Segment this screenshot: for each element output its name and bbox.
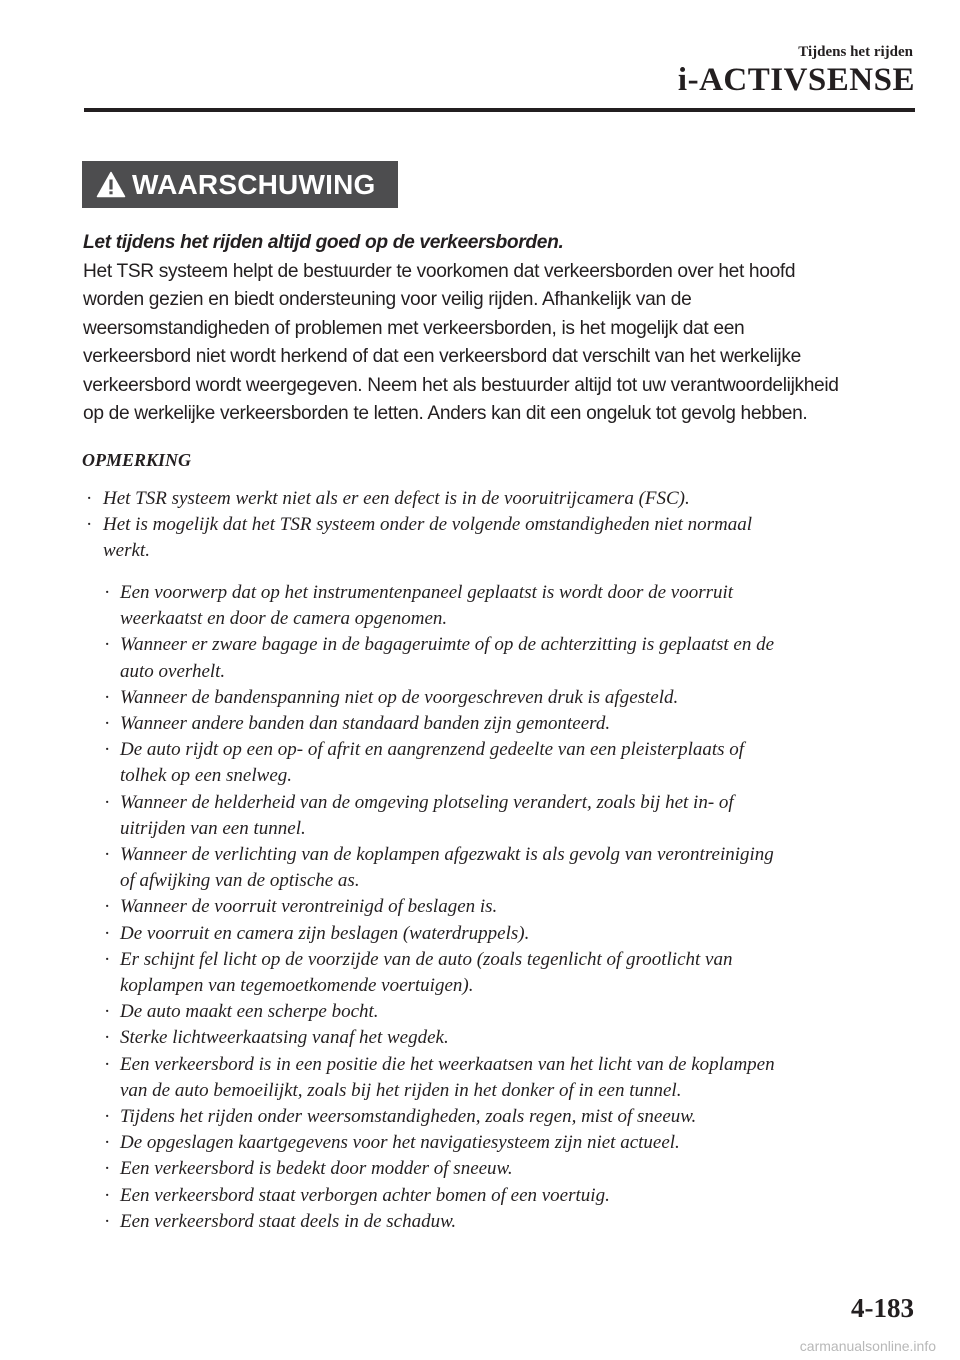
note-subitem: · Tijdens het rijden onder weersomstandigheden, zoals regen, mist of sneeuw. — [104, 1106, 697, 1128]
note-subitem: · Een verkeersbord staat deels in de schaduw. — [104, 1210, 457, 1232]
warning-line: weersomstandigheden of problemen met verkeersborden, is het mogelijk dat een — [83, 317, 745, 339]
note-list — [86, 486, 916, 565]
header-title: i-ACTIVSENSE — [677, 62, 915, 98]
note-subitem: · Sterke lichtweerkaatsing vanaf het wegdek. — [104, 1027, 449, 1049]
warning-label: WAARSCHUWING — [132, 168, 376, 200]
note-subitem: · Wanneer de verlichting van de koplampen afgezwakt is als gevolg van verontreiniging of afwijking van de optische as. — [104, 844, 774, 892]
warning-line: verkeersbord wordt weergegeven. Neem het als bestuurder altijd tot uw verantwoordelijkheid — [83, 374, 839, 396]
warning-line: op de werkelijke verkeersborden te letten. Anders kan dit een ongeluk tot gevolg hebben. — [83, 403, 808, 424]
note-subitem: · De opgeslagen kaartgegevens voor het navigatiesysteem zijn niet actueel. — [104, 1132, 680, 1154]
warning-line: verkeersbord niet wordt herkend of dat een verkeersbord dat verschilt van het werkelijke — [83, 346, 801, 367]
warning-line: worden gezien en biedt ondersteuning voor veilig rijden. Afhankelijk van de — [83, 289, 692, 310]
warning-banner — [82, 161, 398, 208]
warning-triangle-icon — [96, 171, 126, 198]
note-item: · Het is mogelijk dat het TSR systeem onder de volgende omstandigheden niet normaal werkt. — [86, 514, 753, 562]
note-subitem: · Wanneer andere banden dan standaard banden zijn gemonteerd. — [104, 713, 611, 735]
note-subitem: · Een verkeersbord is bedekt door modder of sneeuw. — [104, 1158, 513, 1180]
note-subitem: · Een verkeersbord is in een positie die het weerkaatsen van het licht van de koplampen van de auto bemoeilijkt, zoals bij het rijden in het donker of in een tunnel. — [104, 1053, 775, 1101]
note-subitem: · Wanneer de bandenspanning niet op de voorgeschreven druk is afgesteld. — [104, 686, 679, 708]
note-subitem: · Wanneer de helderheid van de omgeving plotseling verandert, zoals bij het in- of uitrijden van een tunnel. — [104, 791, 734, 839]
warning-body — [83, 229, 923, 429]
note-subitem: · Een voorwerp dat op het instrumentenpaneel geplaatst is wordt door de voorruit weerkaatst en door de camera opgenomen. — [104, 582, 734, 630]
note-item: · Het TSR systeem werkt niet als er een defect is in de vooruitrijcamera (FSC). — [86, 488, 690, 509]
note-subitem: · Wanneer de voorruit verontreinigd of beslagen is. — [104, 896, 498, 918]
note-heading: OPMERKING — [82, 450, 192, 470]
note-subitem: · De auto maakt een scherpe bocht. — [104, 1001, 379, 1023]
page-number: 4-183 — [851, 1293, 914, 1323]
header-rule — [84, 108, 915, 112]
note-subitem: · Wanneer er zware bagage in de bagageruimte of op de achterzitting is geplaatst en de auto overhelt. — [104, 634, 775, 682]
footer-watermark: carmanualsonline.info — [799, 1338, 936, 1354]
note-subitem: · De auto rijdt op een op- of afrit en aangrenzend gedeelte van een pleisterplaats of tolhek op een snelweg. — [104, 739, 745, 787]
note-subitem: · Een verkeersbord staat verborgen achter bomen of een voertuig. — [104, 1184, 610, 1206]
warning-lead: Let tijdens het rijden altijd goed op de verkeersborden. — [83, 232, 564, 253]
note-subitem: · De voorruit en camera zijn beslagen (waterdruppels). — [104, 922, 530, 944]
header-section: Tijdens het rijden — [798, 44, 913, 60]
warning-line: Het TSR systeem helpt de bestuurder te voorkomen dat verkeersborden over het hoofd — [83, 260, 796, 282]
note-subitem: · Er schijnt fel licht op de voorzijde van de auto (zoals tegenlicht of grootlicht van koplampen van tegemoetkomende voertuigen). — [104, 948, 733, 997]
note-sublist — [104, 580, 914, 1235]
